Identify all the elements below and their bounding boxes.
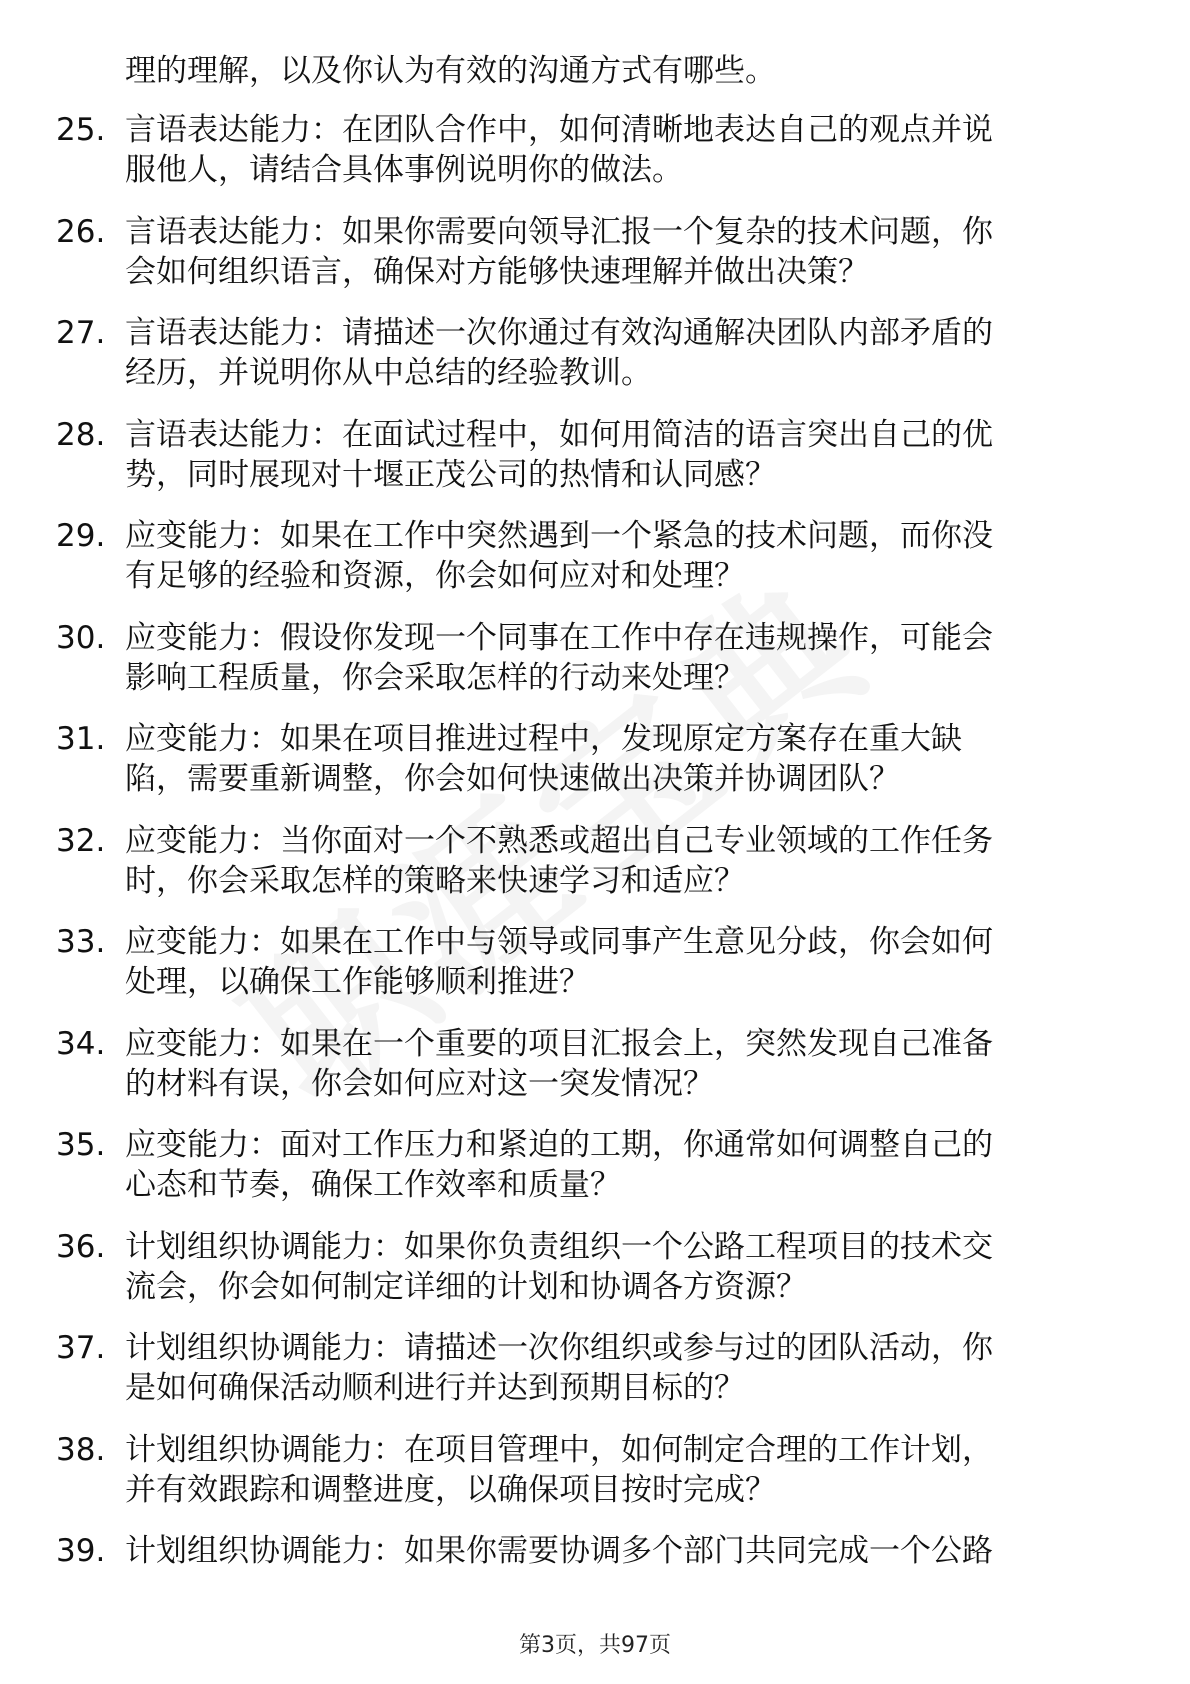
item-number: 38. <box>56 1431 106 1468</box>
item-text: 应变能力：如果在项目推进过程中，发现原定方案存在重大缺 陷，需要重新调整，你会如何快速做出决策并协调团队？ <box>125 721 962 797</box>
item-text: 计划组织协调能力：如果你负责组织一个公路工程项目的技术交 流会，你会如何制定详细的计划和协调各方资源？ <box>125 1228 993 1305</box>
item-text: 计划组织协调能力：在项目管理中，如何制定合理的工作计划， 并有效跟踪和调整进度，以确保项目按时完成？ <box>125 1431 993 1508</box>
item-text: 应变能力：如果在一个重要的项目汇报会上，突然发现自己准备 的材料有误，你会如何应对这一突发情况？ <box>125 1025 993 1102</box>
continued-line: 理的理解，以及你认为有效的沟通方式有哪些。 <box>125 53 776 89</box>
item-number: 28. <box>56 416 106 453</box>
list-item <box>0 821 1190 923</box>
item-number: 33. <box>56 924 106 960</box>
item-text: 言语表达能力：请描述一次你通过有效沟通解决团队内部矛盾的 经历，并说明你从中总结的经验教训。 <box>125 315 993 391</box>
list-item <box>0 110 1190 212</box>
item-number: 30. <box>56 619 106 656</box>
item-number: 37. <box>56 1330 106 1366</box>
list-item <box>0 1531 1190 1633</box>
item-text: 言语表达能力：在面试过程中，如何用简洁的语言突出自己的优 势，同时展现对十堰正茂公司的热情和认同感？ <box>125 416 993 493</box>
list-item <box>0 1024 1190 1126</box>
item-text: 言语表达能力：在团队合作中，如何清晰地表达自己的观点并说 服他人，请结合具体事例说明你的做法。 <box>125 112 993 188</box>
item-text: 计划组织协调能力：如果你需要协调多个部门共同完成一个公路 <box>125 1533 993 1569</box>
item-number: 39. <box>56 1533 106 1569</box>
item-text: 应变能力：面对工作压力和紧迫的工期，你通常如何调整自己的 心态和节奏，确保工作效率和质量？ <box>125 1127 993 1203</box>
list-item <box>0 1125 1190 1227</box>
item-number: 35. <box>56 1127 106 1163</box>
item-number: 27. <box>56 315 106 351</box>
item-number: 31. <box>56 721 106 757</box>
item-text: 应变能力：如果在工作中突然遇到一个紧急的技术问题，而你没 有足够的经验和资源，你会如何应对和处理？ <box>125 518 993 594</box>
question-list <box>0 110 1190 1633</box>
list-item <box>0 415 1190 517</box>
list-item <box>0 618 1190 720</box>
list-item <box>0 1227 1190 1329</box>
item-text: 计划组织协调能力：请描述一次你组织或参与过的团队活动，你 是如何确保活动顺利进行并达到预期目标的？ <box>125 1330 993 1406</box>
list-item <box>0 1430 1190 1532</box>
item-text: 言语表达能力：如果你需要向领导汇报一个复杂的技术问题，你 会如何组织语言，确保对方能够快速理解并做出决策？ <box>125 213 993 290</box>
item-number: 34. <box>56 1025 106 1062</box>
list-item <box>0 1328 1190 1430</box>
item-number: 26. <box>56 213 106 250</box>
list-item <box>0 516 1190 618</box>
item-number: 25. <box>56 112 106 148</box>
item-number: 36. <box>56 1228 106 1265</box>
list-item <box>0 313 1190 415</box>
list-item <box>0 719 1190 821</box>
page-footer: 第3页，共97页 <box>519 1633 671 1658</box>
item-number: 32. <box>56 822 106 859</box>
item-text: 应变能力：当你面对一个不熟悉或超出自己专业领域的工作任务 时，你会采取怎样的策略来快速学习和适应？ <box>125 822 993 899</box>
item-text: 应变能力：如果在工作中与领导或同事产生意见分歧，你会如何 处理，以确保工作能够顺利推进？ <box>125 924 993 1000</box>
list-item <box>0 922 1190 1024</box>
item-number: 29. <box>56 518 106 554</box>
item-text: 应变能力：假设你发现一个同事在工作中存在违规操作，可能会 影响工程质量，你会采取怎样的行动来处理？ <box>125 619 993 696</box>
list-item <box>0 212 1190 314</box>
